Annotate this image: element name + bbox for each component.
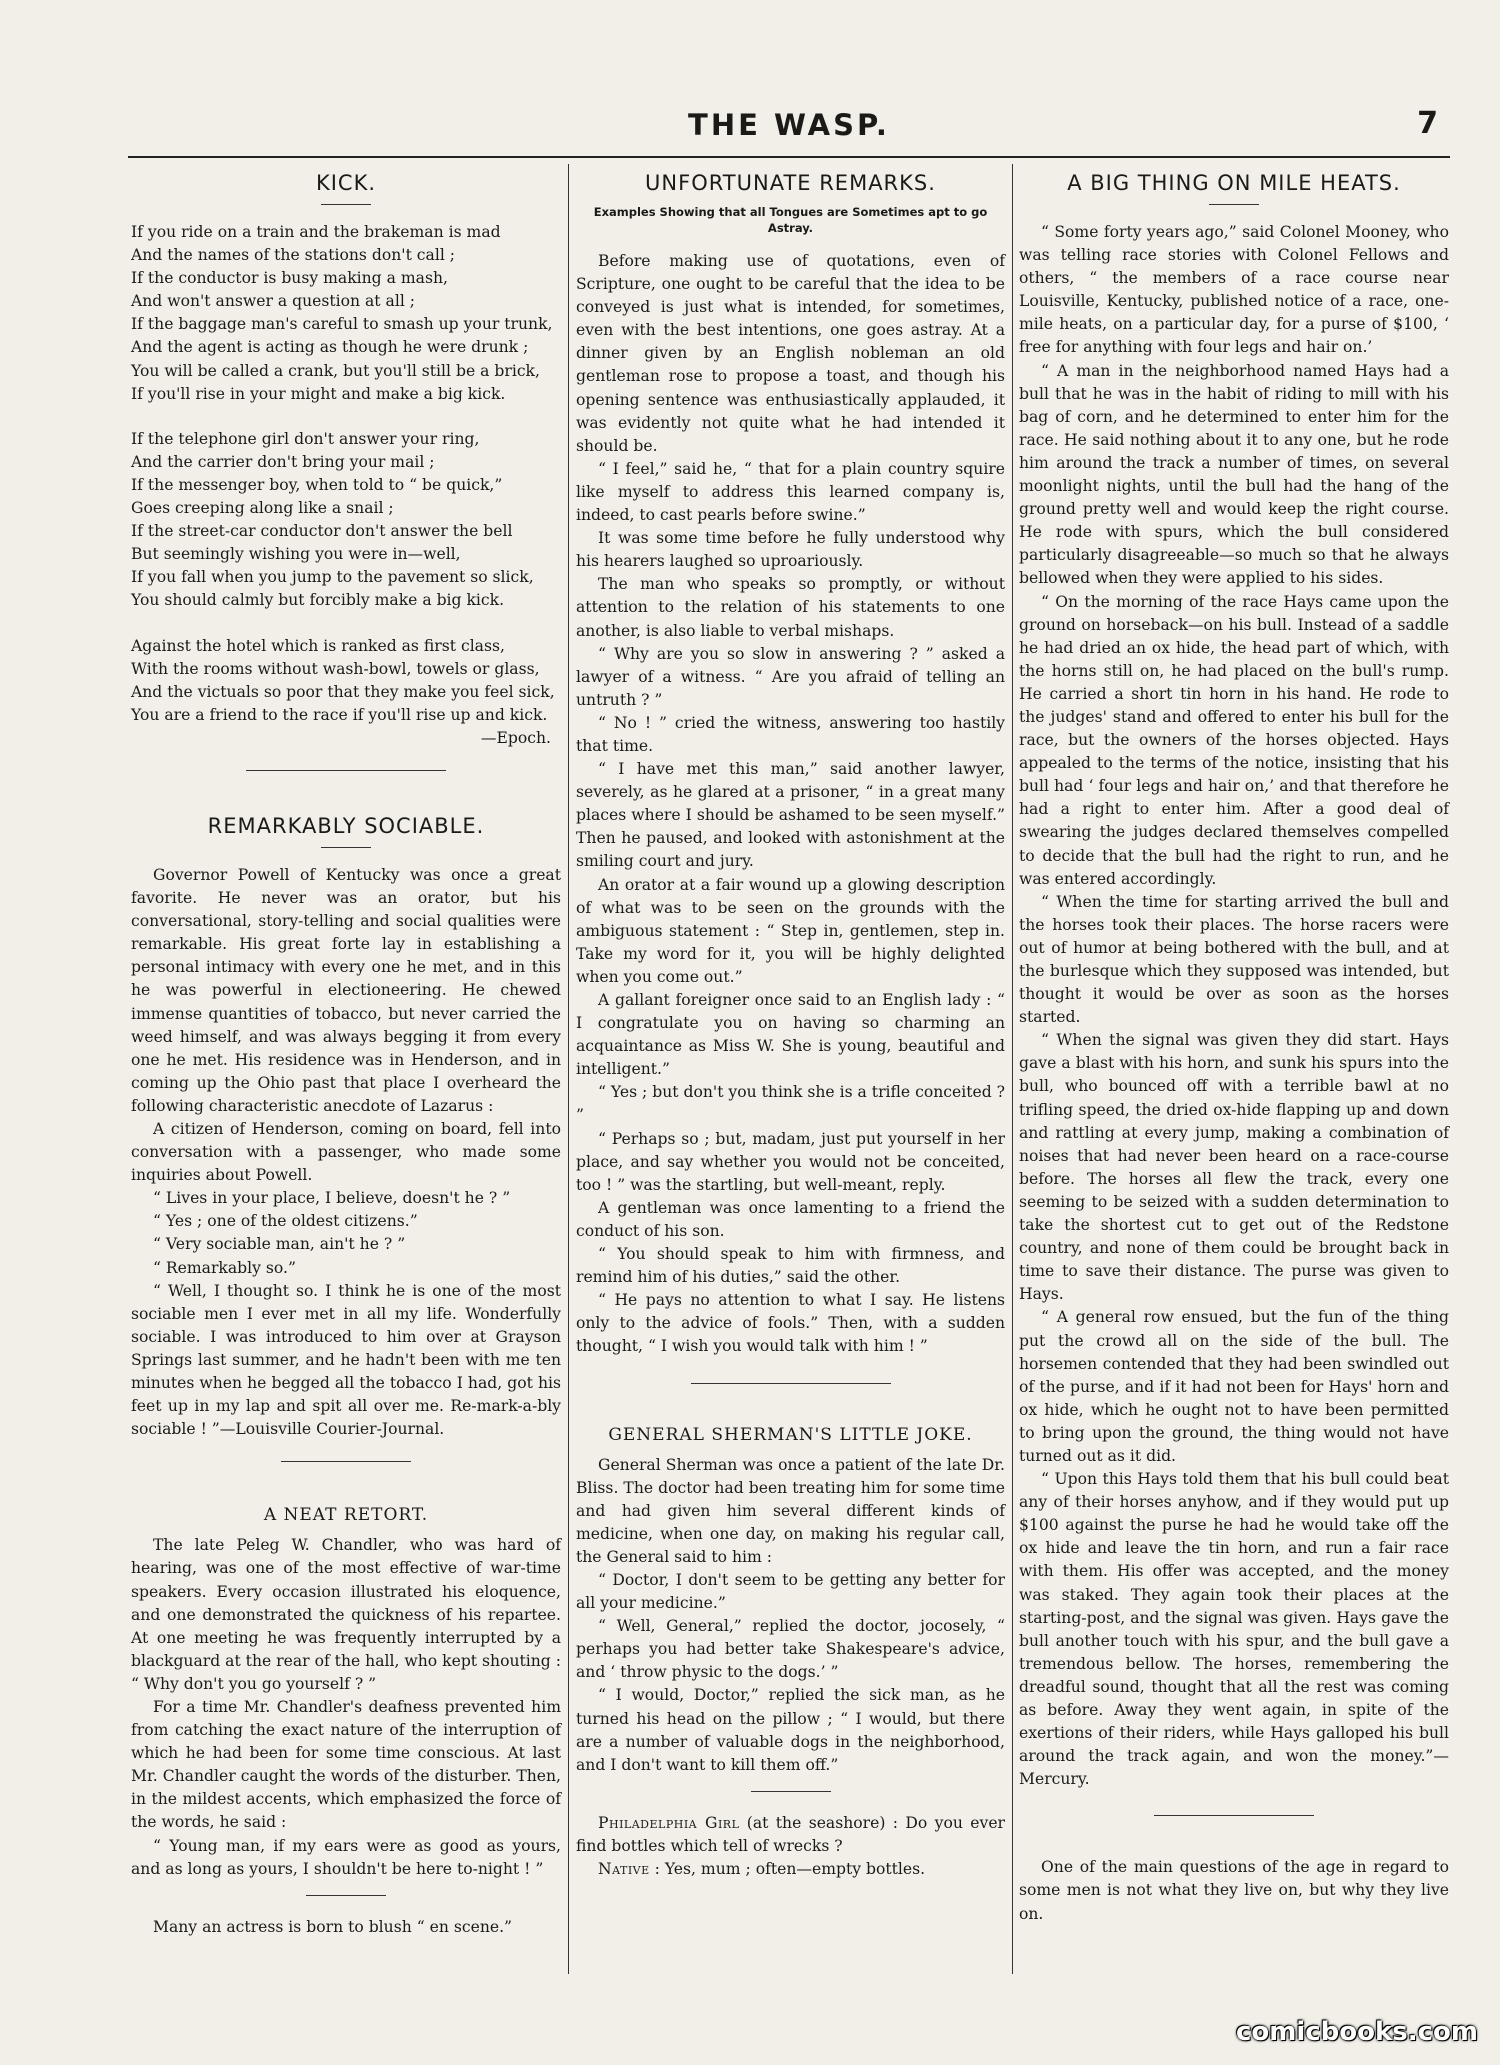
paragraph: “ Yes ; one of the oldest citizens.” — [153, 1212, 418, 1231]
poem-line: Goes creeping along like a snail ; — [131, 499, 394, 518]
paragraph: The man who speaks so promptly, or without attention to the relation of his statements to one another, is also liable to verbal mishaps. — [576, 575, 1005, 640]
dialogue-line — [576, 1858, 1005, 1881]
paragraph: General Sherman was once a patient of the late Dr. Bliss. The doctor had been treating him for some time and had given him several different kinds of medicine, when one day, on making his regular call, the General said to him : — [576, 1455, 1005, 1566]
poem-line: If the telephone girl don't answer your ring, — [131, 429, 480, 448]
title-rule — [321, 847, 371, 848]
paragraph: Governor Powell of Kentucky was once a great favorite. He never was an orator, but his conversational, story-telling and social qualities were remarkable. His great forte lay in establishing a personal intimacy with every one he met, and in this he was powerful in electioneering. He chewed immense quantities of tobacco, but never carried the weed himself, and was always begging it from every one he met. His residence was in Henderson, and in coming up the Ohio past that place I overheard the following characteristic anecdote of Lazarus : — [131, 865, 561, 1115]
column-left — [131, 168, 561, 1939]
title-rule — [321, 204, 371, 205]
paragraph: “ When the signal was given they did start. Hays gave a blast with his horn, and sunk his spurs into the bull, who bounced off with a terrible bawl at no trifling speed, the dried ox-hide flapping up and down and rattling at every jump, making a combination of noises that had never been heard on a race-course before. The horses all flew the track, every one seeming to be seized with a sudden determination to take the shortest cut to get out of the Redstone country, and none of them could be brought back in time to save their distance. The purse was given to Hays. — [1019, 1031, 1449, 1304]
attribution: —Epoch. — [480, 728, 551, 747]
paragraph: “ Well, General,” replied the doctor, jocosely, “ perhaps you had better take Shakespeare's advice, and ‘ throw physic to the dogs.’ ” — [576, 1617, 1005, 1682]
section-divider — [246, 770, 446, 771]
paragraph: “ You should speak to him with firmness, and remind him of his duties,” said the other. — [576, 1245, 1005, 1287]
poem-line: And the carrier don't bring your mail ; — [131, 452, 435, 471]
paragraph: “ Remarkably so.” — [153, 1258, 296, 1277]
site-watermark: comicbooks.com — [1235, 2017, 1478, 2047]
paragraph: “ Doctor, I don't seem to be getting any better for all your medicine.” — [576, 1570, 1005, 1613]
poem-line: And won't answer a question at all ; — [131, 292, 416, 311]
article-title-kick: KICK. — [315, 171, 377, 195]
paragraph: “ Yes ; but don't you think she is a trifle conceited ? ” — [576, 1083, 1006, 1125]
paragraph: “ I have met this man,” said another lawyer, severely, as he glared at a prisoner, “ in a great many places where I should be ashamed to be seen myself.” Then he paused, and looked with astonishment at the smiling court and jury. — [576, 760, 1005, 871]
column-divider — [1012, 164, 1013, 1974]
speaker: Philadelphia Girl — [598, 1813, 740, 1832]
poem-line: With the rooms without wash-bowl, towels or glass, — [131, 659, 540, 678]
poem-line: But seemingly wishing you were in—well, — [131, 545, 461, 564]
poem-line: If you fall when you jump to the pavement so slick, — [131, 568, 534, 587]
paragraph: “ A man in the neighborhood named Hays had a bull that he was in the habit of riding to mill with his bag of corn, and he determined to enter him for the race. He said nothing about it to any one, but he rode him around the track a number of times, on several moonlight nights, until the bull had the hang of the ground pretty well and would keep the right course. He rode with spurs, which the bull considered particularly disagreeable—so much so that he always bellowed when they were applied to his sides. — [1019, 361, 1449, 588]
poem-line: You are a friend to the race if you'll rise up and kick. — [131, 705, 548, 724]
poem-line: And the victuals so poor that they make you feel sick, — [131, 682, 555, 701]
paragraph: A gentleman was once lamenting to a friend the conduct of his son. — [576, 1198, 1005, 1240]
paragraph: It was some time before he fully understood why his hearers laughed so uproariously. — [576, 529, 1005, 571]
poem-line: And the names of the stations don't call ; — [131, 246, 456, 265]
poem-line: If you'll rise in your might and make a big kick. — [131, 384, 506, 403]
section-divider — [691, 1383, 891, 1384]
column-right — [1019, 168, 1449, 1926]
poem-line: And the agent is acting as though he were drunk ; — [131, 338, 529, 357]
dialogue-text: (at the seashore) : Do you ever find bottles which tell of wrecks ? — [576, 1813, 1006, 1855]
article-subtitle: Examples Showing that all Tongues are Sometimes apt to go Astray. — [593, 205, 988, 235]
paragraph: Before making use of quotations, even of Scripture, one ought to be careful that the idea to be conveyed is just what is intended, for sometimes, even with the best intentions, one goes astray. At a dinner given by an English nobleman an old gentleman rose to propose a toast, and though his opening sentence was enthusiastically applauded, it was evidently not quite what he had intended it should be. — [576, 252, 1005, 455]
poem-line: You will be called a crank, but you'll still be a brick, — [131, 361, 540, 380]
paragraph: “ I would, Doctor,” replied the sick man, as he turned his head on the pillow ; “ I would, but there are a number of valuable dogs in the neighborhood, and I don't want to kill them off.” — [576, 1686, 1005, 1774]
section-divider — [751, 1791, 831, 1792]
paragraph: “ A general row ensued, but the fun of the thing put the crowd all on the side of the bull. The horsemen contended that they had been swindled out of the purse, and if it had not been for Hays' horn and ox hide, which he ought not to have been permitted to bring upon the ground, the thing would not have turned out as it did. — [1019, 1308, 1449, 1465]
paragraph: A citizen of Henderson, coming on board, fell into conversation with a passenger, who made some inquiries about Powell. — [131, 1120, 561, 1185]
article-title-heats: A BIG THING ON MILE HEATS. — [1067, 171, 1401, 195]
poem-line: If the messenger boy, when told to “ be quick,” — [131, 475, 503, 494]
poem-line: If the baggage man's careful to smash up your trunk, — [131, 315, 553, 334]
paragraph: “ No ! ” cried the witness, answering too hastily that time. — [576, 713, 1005, 755]
dialogue-line — [576, 1812, 1005, 1858]
poem-stanza — [131, 221, 561, 406]
section-divider — [306, 1895, 386, 1896]
page-number: 7 — [1417, 106, 1438, 141]
column-middle — [576, 168, 1005, 1881]
paragraph: Many an actress is born to blush “ en scene.” — [153, 1917, 513, 1936]
article-title-sociable: REMARKABLY SOCIABLE. — [207, 813, 485, 838]
poem-line: If the conductor is busy making a mash, — [131, 269, 448, 288]
poem-line: You should calmly but forcibly make a big kick. — [131, 591, 505, 610]
paragraph: The late Peleg W. Chandler, who was hard of hearing, was one of the most effective of war-time speakers. Every occasion illustrated his eloquence, and one demonstrated the quickness of his repartee. At one meeting he was frequently interrupted by a blackguard at the rear of the hall, who kept shouting : “ Why don't you go yourself ? ” — [131, 1536, 561, 1693]
article-title-retort: A NEAT RETORT. — [263, 1505, 429, 1526]
section-divider — [1154, 1815, 1314, 1816]
column-divider — [568, 164, 569, 1974]
speaker: Native — [598, 1860, 650, 1878]
paragraph: “ Lives in your place, I believe, doesn't he ? ” — [153, 1189, 511, 1208]
masthead — [128, 108, 1450, 156]
publication-title: THE WASP. — [688, 108, 890, 142]
paragraph: An orator at a fair wound up a glowing description of what was to be seen on the grounds with the ambiguous statement : “ Step in, gentlemen, step in. Take my word for it, you will be highly delighted when you come out.” — [576, 875, 1005, 986]
paragraph: “ Some forty years ago,” said Colonel Mooney, who was telling race stories with Colonel Fellows and others, “ the members of a race course near Louisville, Kentucky, published notice of a race, one-mile heats, on a particular day, for a purse of $100, ‘ free for anything with four legs and hair on.’ — [1019, 223, 1449, 357]
dialogue-text: : Yes, mum ; often—empty bottles. — [649, 1860, 926, 1878]
poem-line: If you ride on a train and the brakeman is mad — [131, 223, 501, 241]
title-rule — [1209, 204, 1259, 205]
paragraph: “ When the time for starting arrived the bull and the horses took their places. The horse racers were out of humor at being bothered with the bull, and at the burlesque which they supposed was intended, but thought it would be over as soon as the horses started. — [1019, 892, 1449, 1027]
poem-line: Against the hotel which is ranked as first class, — [131, 636, 505, 655]
paragraph: “ Upon this Hays told them that his bull could beat any of their horses anyhow, and if they would put up $100 against the purse he had he would take off the ox hide and leave the tin horn, and run a fair race with them. His offer was accepted, and the money was staked. They again took their places at the starting-post, and the signal was given. Hays gave the bull another touch with his spur, and the bull gave a tremendous bellow. The horses, remembering the dreadful sound, thought that all the rest was coming as before. Away they went again, in spite of the exertions of their riders, while Hays galloped his bull around the track again, and won the money.”—Mercury. — [1019, 1470, 1449, 1789]
section-divider — [281, 1461, 411, 1462]
paragraph: For a time Mr. Chandler's deafness prevented him from catching the exact nature of the interruption of which he had been for some time conscious. At last Mr. Chandler caught the words of the disturber. Then, in the mildest accents, which emphasized the force of the words, he said : — [131, 1697, 561, 1832]
poem-stanza — [131, 635, 561, 727]
paragraph: “ Well, I thought so. I think he is one of the most sociable men I ever met in all my life. Wonderfully sociable. I was introduced to him over at Grayson Springs last summer, and he hadn't been with me ten minutes when he begged all the tobacco I had, got his feet up in my lap and spit all over me. Re-mark-a-bly sociable ! ”—Louisville Courier-Journal. — [131, 1281, 561, 1439]
paragraph: “ Very sociable man, ain't he ? ” — [153, 1235, 406, 1254]
poem-stanza — [131, 428, 561, 613]
article-title-remarks: UNFORTUNATE REMARKS. — [645, 171, 936, 195]
masthead-rule — [128, 156, 1450, 158]
paragraph: “ He pays no attention to what I say. He listens only to the advice of fools.” Then, with a sudden thought, “ I wish you would talk with him ! ” — [576, 1291, 1005, 1356]
paragraph: A gallant foreigner once said to an English lady : “ I congratulate you on having so charming an acquaintance as Miss W. She is young, beautiful and intelligent.” — [576, 991, 1005, 1079]
paragraph: “ I feel,” said he, “ that for a plain country squire like myself to address this learned company is, indeed, to cast pearls before swine.” — [576, 459, 1005, 525]
paragraph: One of the main questions of the age in regard to some men is not what they live on, but why they live on. — [1019, 1858, 1449, 1923]
paragraph: “ On the morning of the race Hays came upon the ground on horseback—on his bull. Instead of a saddle he had dried an ox hide, the head part of which, with the horns still on, he had placed on the bull's rump. He carried a short tin horn in his hand. He rode to the judges' stand and offered to enter his bull for the race, but the owners of the horses objected. Hays appealed to the terms of the notice, insisting that his bull had ‘ four legs and hair on,’ and that therefore he had a right to enter him. After a good deal of swearing the judges declared themselves compelled to decide that the bull had the right to run, and he was entered accordingly. — [1019, 592, 1449, 888]
paragraph: “ Perhaps so ; but, madam, just put yourself in her place, and say whether you would not be conceited, too ! ” was the startling, but well-meant, reply. — [576, 1129, 1005, 1194]
paragraph: “ Young man, if my ears were as good as yours, and as long as yours, I shouldn't be here to-night ! ” — [131, 1836, 561, 1878]
paragraph: “ Why are you so slow in answering ? ” asked a lawyer of a witness. “ Are you afraid of telling an untruth ? ” — [576, 644, 1005, 709]
article-title-sherman: GENERAL SHERMAN'S LITTLE JOKE. — [608, 1424, 973, 1445]
poem-line: If the street-car conductor don't answer the bell — [131, 522, 513, 541]
